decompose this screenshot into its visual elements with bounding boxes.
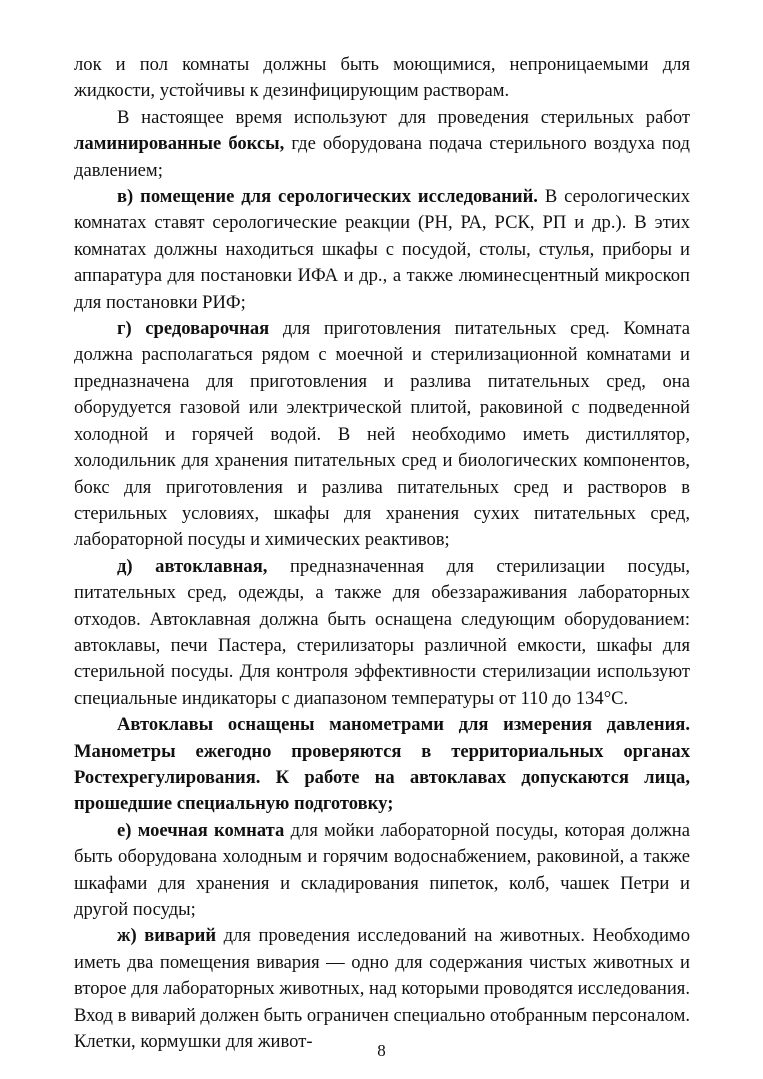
paragraph-8	[74, 923, 690, 1055]
paragraph-5-heading: д) автоклавная,	[117, 555, 268, 577]
page-body	[74, 52, 690, 1055]
paragraph-8-text: для проведения исследований на животных. Необходимо иметь два помещения вивария — одно для содержания чистых животных и второе для лабораторных животных, над которыми проводятся исследования. Вход в виварий должен быть ограничен специально отобранным персоналом. Клетки, кормушки для живот-	[74, 925, 690, 1053]
paragraph-4	[74, 316, 690, 554]
paragraph-1	[74, 52, 690, 105]
paragraph-4-heading: г) средоварочная	[117, 318, 270, 340]
paragraph-3-heading: в) помещение для серологических исследований.	[117, 186, 538, 208]
paragraph-4-text: для приготовления питательных сред. Комната должна располагаться рядом с моечной и стерилизационной комнатами и предназначена для приготовления и разлива питательных сред, она оборудуется газовой или электрической плитой, раковиной с подведенной холодной и горячей водой. В ней необходимо иметь дистиллятор, холодильник для хранения питательных сред и биологических компонентов, бокс для приготовления и разлива питательных сред и растворов в стерильных условиях, шкафы для хранения сухих питательных сред, лабораторной посуды и химических реактивов;	[74, 318, 690, 551]
paragraph-3-text: В серологических комнатах ставят серологические реакции (РН, РА, РСК, РП и др.). В этих комнатах должны находиться шкафы с посудой, столы, стулья, приборы и аппаратура для постановки ИФА и др., а также люминесцентный микроскоп для постановки РИФ;	[74, 186, 690, 313]
paragraph-3	[74, 184, 690, 316]
paragraph-6-bold-notice: Автоклавы оснащены манометрами для измерения давления. Манометры ежегодно проверяются в территориальных органах Ростехрегулирования. К работе на автоклавах допускаются лица, прошедшие специальную подготовку;	[74, 714, 690, 815]
paragraph-8-heading: ж) виварий	[117, 925, 217, 947]
paragraph-2-text: где оборудована подача стерильного воздуха под давлением;	[74, 133, 690, 181]
paragraph-2-lead: В настоящее время используют для проведения стерильных работ	[117, 106, 690, 128]
paragraph-7-text: для мойки лабораторной посуды, которая должна быть оборудована холодным и горячим водоснабжением, раковиной, а также шкафами для хранения и складирования пипеток, колб, чашек Петри и другой посуды;	[74, 819, 690, 920]
paragraph-1-text: лок и пол комнаты должны быть моющимися, непроницаемыми для жидкости, устойчивы к дезинфицирующим растворам.	[74, 54, 690, 102]
paragraph-6	[74, 712, 690, 818]
page-number: 8	[377, 1041, 386, 1060]
paragraph-7-heading: е) моечная комната	[117, 819, 285, 841]
paragraph-2	[74, 105, 690, 184]
paragraph-5	[74, 554, 690, 712]
paragraph-2-bold-term: ламинированные боксы,	[74, 133, 285, 155]
paragraph-7	[74, 818, 690, 924]
paragraph-5-text: предназначенная для стерилизации посуды, питательных сред, одежды, а также для обеззараживания лабораторных отходов. Автоклавная должна быть оснащена следующим оборудованием: автоклавы, печи Пастера, стерилизаторы различной емкости, шкафы для стерильной посуды. Для контроля эффективности стерилизации используют специальные индикаторы с диапазоном температуры от 110 до 134°С.	[74, 555, 690, 709]
